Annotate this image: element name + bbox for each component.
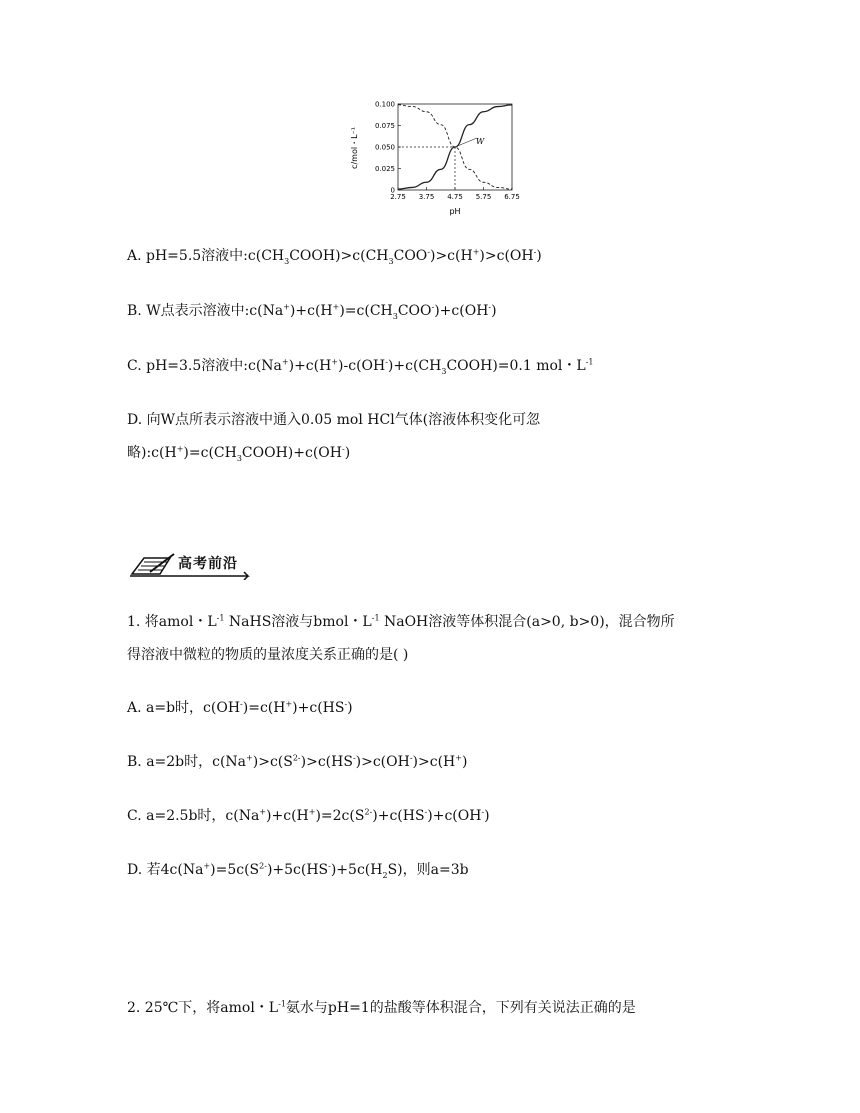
q1-option-b: B. a=2b时，$c(Na^+)>c(S^{2-})>c(HS^-)>c(OH^-)>c(H^+)$ [127, 753, 468, 770]
chart-svg [343, 96, 523, 218]
y-tick-label: 0.050 [374, 143, 395, 152]
y-tick-label: 0 [390, 186, 395, 195]
option-b-top: B. W点表示溶液中$:c(Na^+)+c(H^+)=c(CH_3COO^-)+c(OH^-)$ [127, 302, 497, 321]
x-tick-label: 6.75 [504, 193, 520, 201]
option-c-top: C. pH=3.5溶液中$:c(Na^+)+c(H^+)-c(OH^-)+c(CH_3COOH)=0.1$ mol・$L^{-1}$ [127, 357, 594, 376]
x-axis-label: pH [449, 207, 461, 216]
x-tick-label: 5.75 [475, 193, 492, 201]
q1-option-d: D. 若$4c(Na^+)=5c(S^{2-})+5c(HS^-)+5c(H_2S)$，则a=3b [127, 861, 469, 880]
w-pointer-line [455, 138, 477, 147]
section-title: 高考前沿 [178, 556, 238, 572]
w-point-label: W [476, 137, 485, 146]
y-tick-label: 0.025 [374, 165, 395, 173]
y-tick-label: 0.075 [374, 122, 395, 130]
titration-chart [343, 96, 523, 218]
q1-option-c: C. a=2.5b时，$c(Na^+)+c(H^+)=2c(S^{2-})+c(HS^-)+c(OH^-)$ [127, 807, 490, 824]
q2-stem: 2. 25℃下，将amol・$L^{-1}$氨水与pH=1的盐酸等体积混合，下列有关说法正确的是 [127, 999, 636, 1016]
x-tick-label: 2.75 [390, 193, 406, 201]
option-d-top-line2: 略)$:c(H^+)=c(CH_3COOH)+c(OH^-)$ [127, 444, 351, 463]
x-tick-label: 4.75 [447, 193, 463, 201]
option-a-top: A. pH=5.5溶液中$:c(CH_3COOH)>c(CH_3COO^-)>c(H^+)>c(OH^-)$ [127, 247, 542, 266]
y-axis-label: c/mol・L⁻¹ [350, 127, 359, 169]
x-tick-label: 3.75 [418, 193, 435, 201]
option-d-top-line1: D. 向W点所表示溶液中通入0.05 mol HCl气体(溶液体积变化可忽 [127, 412, 541, 428]
q1-option-a: A. a=b时，c(OH-)=c(H+)+c(HS-) [127, 699, 353, 716]
y-tick-label: 0.100 [374, 100, 395, 109]
q1-stem-line2: 得溶液中微粒的物质的量浓度关系正确的是( ) [127, 647, 409, 663]
q1-stem-line1: 1. 将amol・$L^{-1}$ NaHS溶液与bmol・$L^{-1}$ NaOH溶液等体积混合(a>0, b>0)，混合物所 [127, 613, 675, 630]
